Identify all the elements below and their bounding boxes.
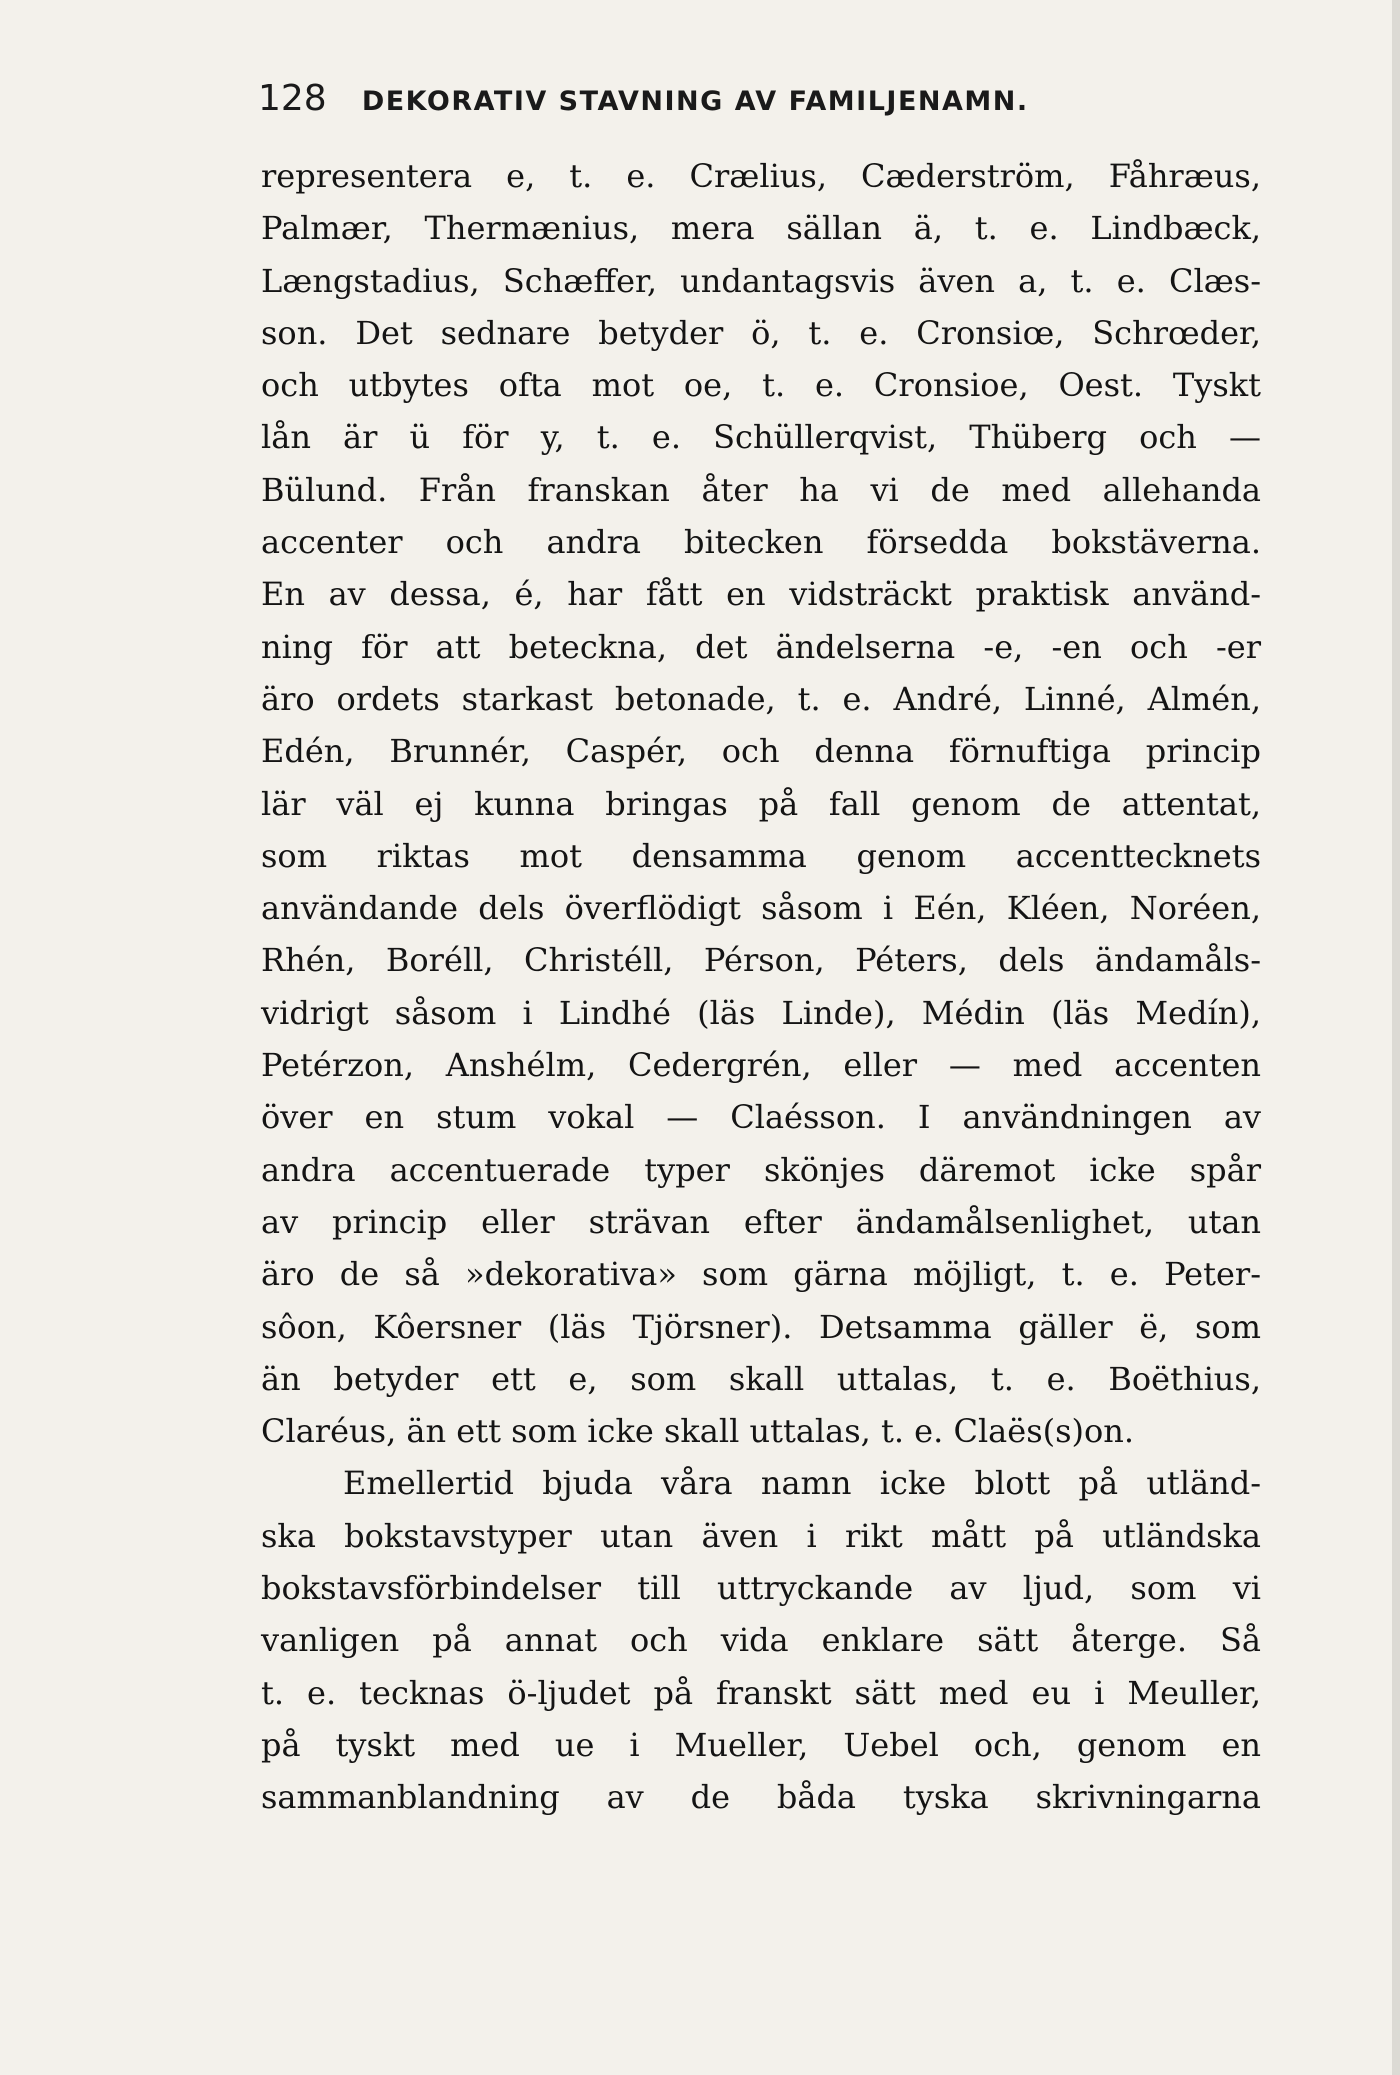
text-line: vanligen på annat och vida enklare sätt återge. Så: [261, 1621, 1261, 1660]
body-text: [261, 150, 1261, 1824]
page-edge: [1392, 0, 1400, 2075]
text-line: lär väl ej kunna bringas på fall genom de attentat,: [261, 784, 1261, 823]
text-line: Længstadius, Schæffer, undantagsvis även a, t. e. Clæs-: [261, 261, 1261, 300]
text-line: Petérzon, Anshélm, Cedergrén, eller — med accenten: [261, 1046, 1261, 1085]
text-line: över en stum vokal — Claésson. I användningen av: [261, 1098, 1261, 1137]
text-line: Emellertid bjuda våra namn icke blott på utländ-: [343, 1464, 1261, 1503]
text-line: sôon, Kôersner (läs Tjörsner). Detsamma gäller ë, som: [261, 1307, 1261, 1346]
text-line: bokstavsförbindelser till uttryckande av ljud, som vi: [261, 1569, 1261, 1608]
text-line: Edén, Brunnér, Caspér, och denna förnuftiga princip: [261, 732, 1261, 771]
text-line: som riktas mot densamma genom accenttecknets: [261, 836, 1261, 875]
text-line: andra accentuerade typer skönjes däremot icke spår: [261, 1150, 1261, 1189]
text-line: Claréus, än ett som icke skall uttalas, t. e. Claës(s)on.: [261, 1412, 1135, 1451]
text-line: ning för att beteckna, det ändelserna -e, -en och -er: [261, 627, 1261, 666]
text-line: på tyskt med ue i Mueller, Uebel och, genom en: [261, 1725, 1261, 1764]
text-line: accenter och andra bitecken försedda bokstäverna.: [261, 523, 1261, 562]
text-line: t. e. tecknas ö-ljudet på franskt sätt med eu i Meuller,: [261, 1673, 1261, 1712]
text-line: Palmær, Thermænius, mera sällan ä, t. e. Lindbæck,: [261, 209, 1261, 248]
text-line: Rhén, Boréll, Christéll, Pérson, Péters, dels ändamåls-: [261, 941, 1261, 980]
text-line: än betyder ett e, som skall uttalas, t. e. Boëthius,: [261, 1359, 1261, 1398]
text-line: vidrigt såsom i Lindhé (läs Linde), Médin (läs Medín),: [261, 993, 1261, 1032]
text-line: En av dessa, é, har fått en vidsträckt praktisk använd-: [261, 575, 1261, 614]
text-line: användande dels överflödigt såsom i Eén, Kléen, Noréen,: [261, 889, 1261, 928]
text-line: lån är ü för y, t. e. Schüllerqvist, Thüberg och —: [261, 418, 1261, 457]
text-line: representera e, t. e. Crælius, Cæderström, Fåhræus,: [261, 157, 1261, 195]
text-line: äro ordets starkast betonade, t. e. André, Linné, Almén,: [261, 679, 1261, 718]
page-number: 128: [258, 78, 327, 119]
text-line: son. Det sednare betyder ö, t. e. Cronsiœ, Schrœder,: [261, 313, 1261, 352]
text-line: av princip eller strävan efter ändamålsenlighet, utan: [261, 1202, 1261, 1241]
text-line: och utbytes ofta mot oe, t. e. Cronsioe, Oest. Tyskt: [261, 366, 1261, 405]
running-title: DEKORATIV STAVNING AV FAMILJENAMN.: [361, 86, 1029, 117]
text-line: äro de så »dekorativa» som gärna möjligt, t. e. Peter-: [261, 1255, 1261, 1294]
page-header: [258, 78, 1158, 122]
text-line: Bülund. Från franskan åter ha vi de med allehanda: [261, 470, 1261, 509]
text-line: sammanblandning av de båda tyska skrivningarna: [261, 1778, 1261, 1817]
text-line: ska bokstavstyper utan även i rikt mått på utländska: [261, 1516, 1261, 1555]
